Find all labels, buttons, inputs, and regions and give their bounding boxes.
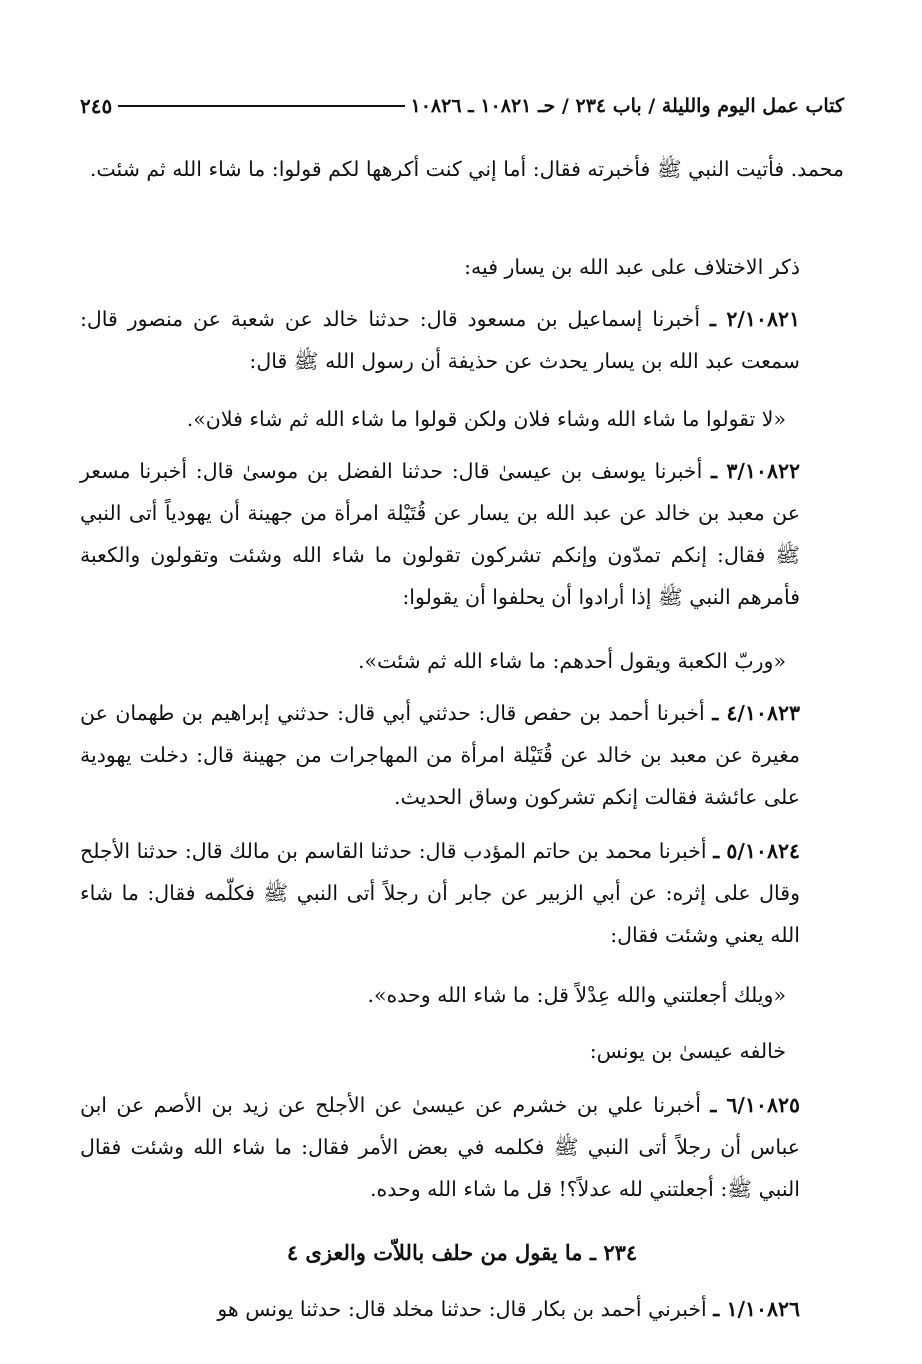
hadith-number: ٤/١٠٨٢٣ ـ — [712, 701, 800, 725]
paragraph-text: ذكر الاختلاف على عبد الله بن يسار فيه: — [464, 255, 800, 279]
hadith-text: أخبرنا أحمد بن حفص قال: حدثني أبي قال: حدثني إبراهيم بن طهمان عن مغيرة عن معبد بن خالد عن قُتَيْلة امرأة من المهاجرات من جهينة قال: دخلت يهودية على عائشة فقالت إنكم تشركون وساق الحديث. — [80, 701, 800, 809]
chapter-heading-text: ٢٣٤ ـ ما يقول من حلف باللاّت والعزى ٤ — [286, 1240, 638, 1265]
hadith-number: ٣/١٠٨٢٢ ـ — [711, 459, 800, 483]
quote-text: «وربّ الكعبة ويقول أحدهم: ما شاء الله ثم شئت». — [358, 649, 786, 673]
page-number: ٢٤٥ — [80, 94, 113, 118]
hadith-text: أخبرني أحمد بن بكار قال: حدثنا مخلد قال: حدثنا يونس هو — [217, 1297, 707, 1321]
note-isa — [80, 1030, 844, 1072]
hadith-number: ٦/١٠٨٢٥ ـ — [710, 1093, 800, 1117]
hadith-text: أخبرنا محمد بن حاتم المؤدب قال: حدثنا القاسم بن مالك قال: حدثنا الأجلح وقال على إثره: عن أبي الزبير عن جابر أن رجلاً أتى النبي ﷺ فكلّمه فقال: ما شاء الله يعني وشئت فقال: — [80, 839, 800, 947]
quote-10822 — [80, 640, 844, 682]
hadith-text: أخبرنا علي بن خشرم عن عيسىٰ عن الأجلح عن زيد بن الأصم عن ابن عباس أن رجلاً أتى النبي ﷺ فكلمه في بعض الأمر فقال: ما شاء الله وشئت فقال النبي ﷺ: أجعلتني لله عدلاً؟! قل ما شاء الله وحده. — [80, 1093, 800, 1201]
paragraph-continuation — [80, 148, 844, 190]
quote-text: «لا تقولوا ما شاء الله وشاء فلان ولكن قولوا ما شاء الله ثم شاء فلان». — [186, 407, 786, 431]
hadith-10824 — [80, 830, 844, 956]
hadith-text: أخبرنا إسماعيل بن مسعود قال: حدثنا خالد عن شعبة عن منصور قال: سمعت عبد الله بن يسار يحدث عن حذيفة أن رسول الله ﷺ قال: — [80, 307, 800, 373]
chapter-heading — [80, 1232, 844, 1274]
hadith-10822 — [80, 450, 844, 618]
note-text: خالفه عيسىٰ بن يونس: — [589, 1039, 786, 1063]
hadith-number: ٢/١٠٨٢١ ـ — [709, 307, 800, 331]
paragraph-section-note — [80, 246, 844, 288]
quote-text: «ويلك أجعلتني والله عِدْلاً قل: ما شاء الله وحده». — [367, 983, 786, 1007]
hadith-number: ١/١٠٨٢٦ ـ — [713, 1297, 800, 1321]
hadith-10823 — [80, 692, 844, 818]
paragraph-text: محمد. فأتيت النبي ﷺ فأخبرته فقال: أما إني كنت أكرهها لكم قولوا: ما شاء الله ثم شئت. — [89, 157, 844, 181]
hadith-text: أخبرنا يوسف بن عيسىٰ قال: حدثنا الفضل بن موسىٰ قال: أخبرنا مسعر عن معبد بن خالد عن عبد الله بن يسار عن قُتَيْلة امرأة من جهينة أن يهودياً أتى النبي ﷺ فقال: إنكم تمدّون وإنكم تشركون تقولون ما شاء الله وشئت وتقولون والكعبة فأمرهم النبي ﷺ إذا أرادوا أن يحلفوا أن يقولوا: — [80, 459, 800, 609]
quote-10821 — [80, 398, 844, 440]
header-title: كتاب عمل اليوم والليلة / باب ٢٣٤ / حـ ١٠٨٢١ ـ ١٠٨٢٦ — [410, 95, 844, 117]
hadith-10826 — [80, 1288, 844, 1330]
hadith-10821 — [80, 298, 844, 382]
quote-10824 — [80, 974, 844, 1016]
hadith-10825 — [80, 1084, 844, 1210]
hadith-number: ٥/١٠٨٢٤ ـ — [713, 839, 800, 863]
header-rule — [118, 105, 404, 107]
running-header — [80, 86, 844, 126]
